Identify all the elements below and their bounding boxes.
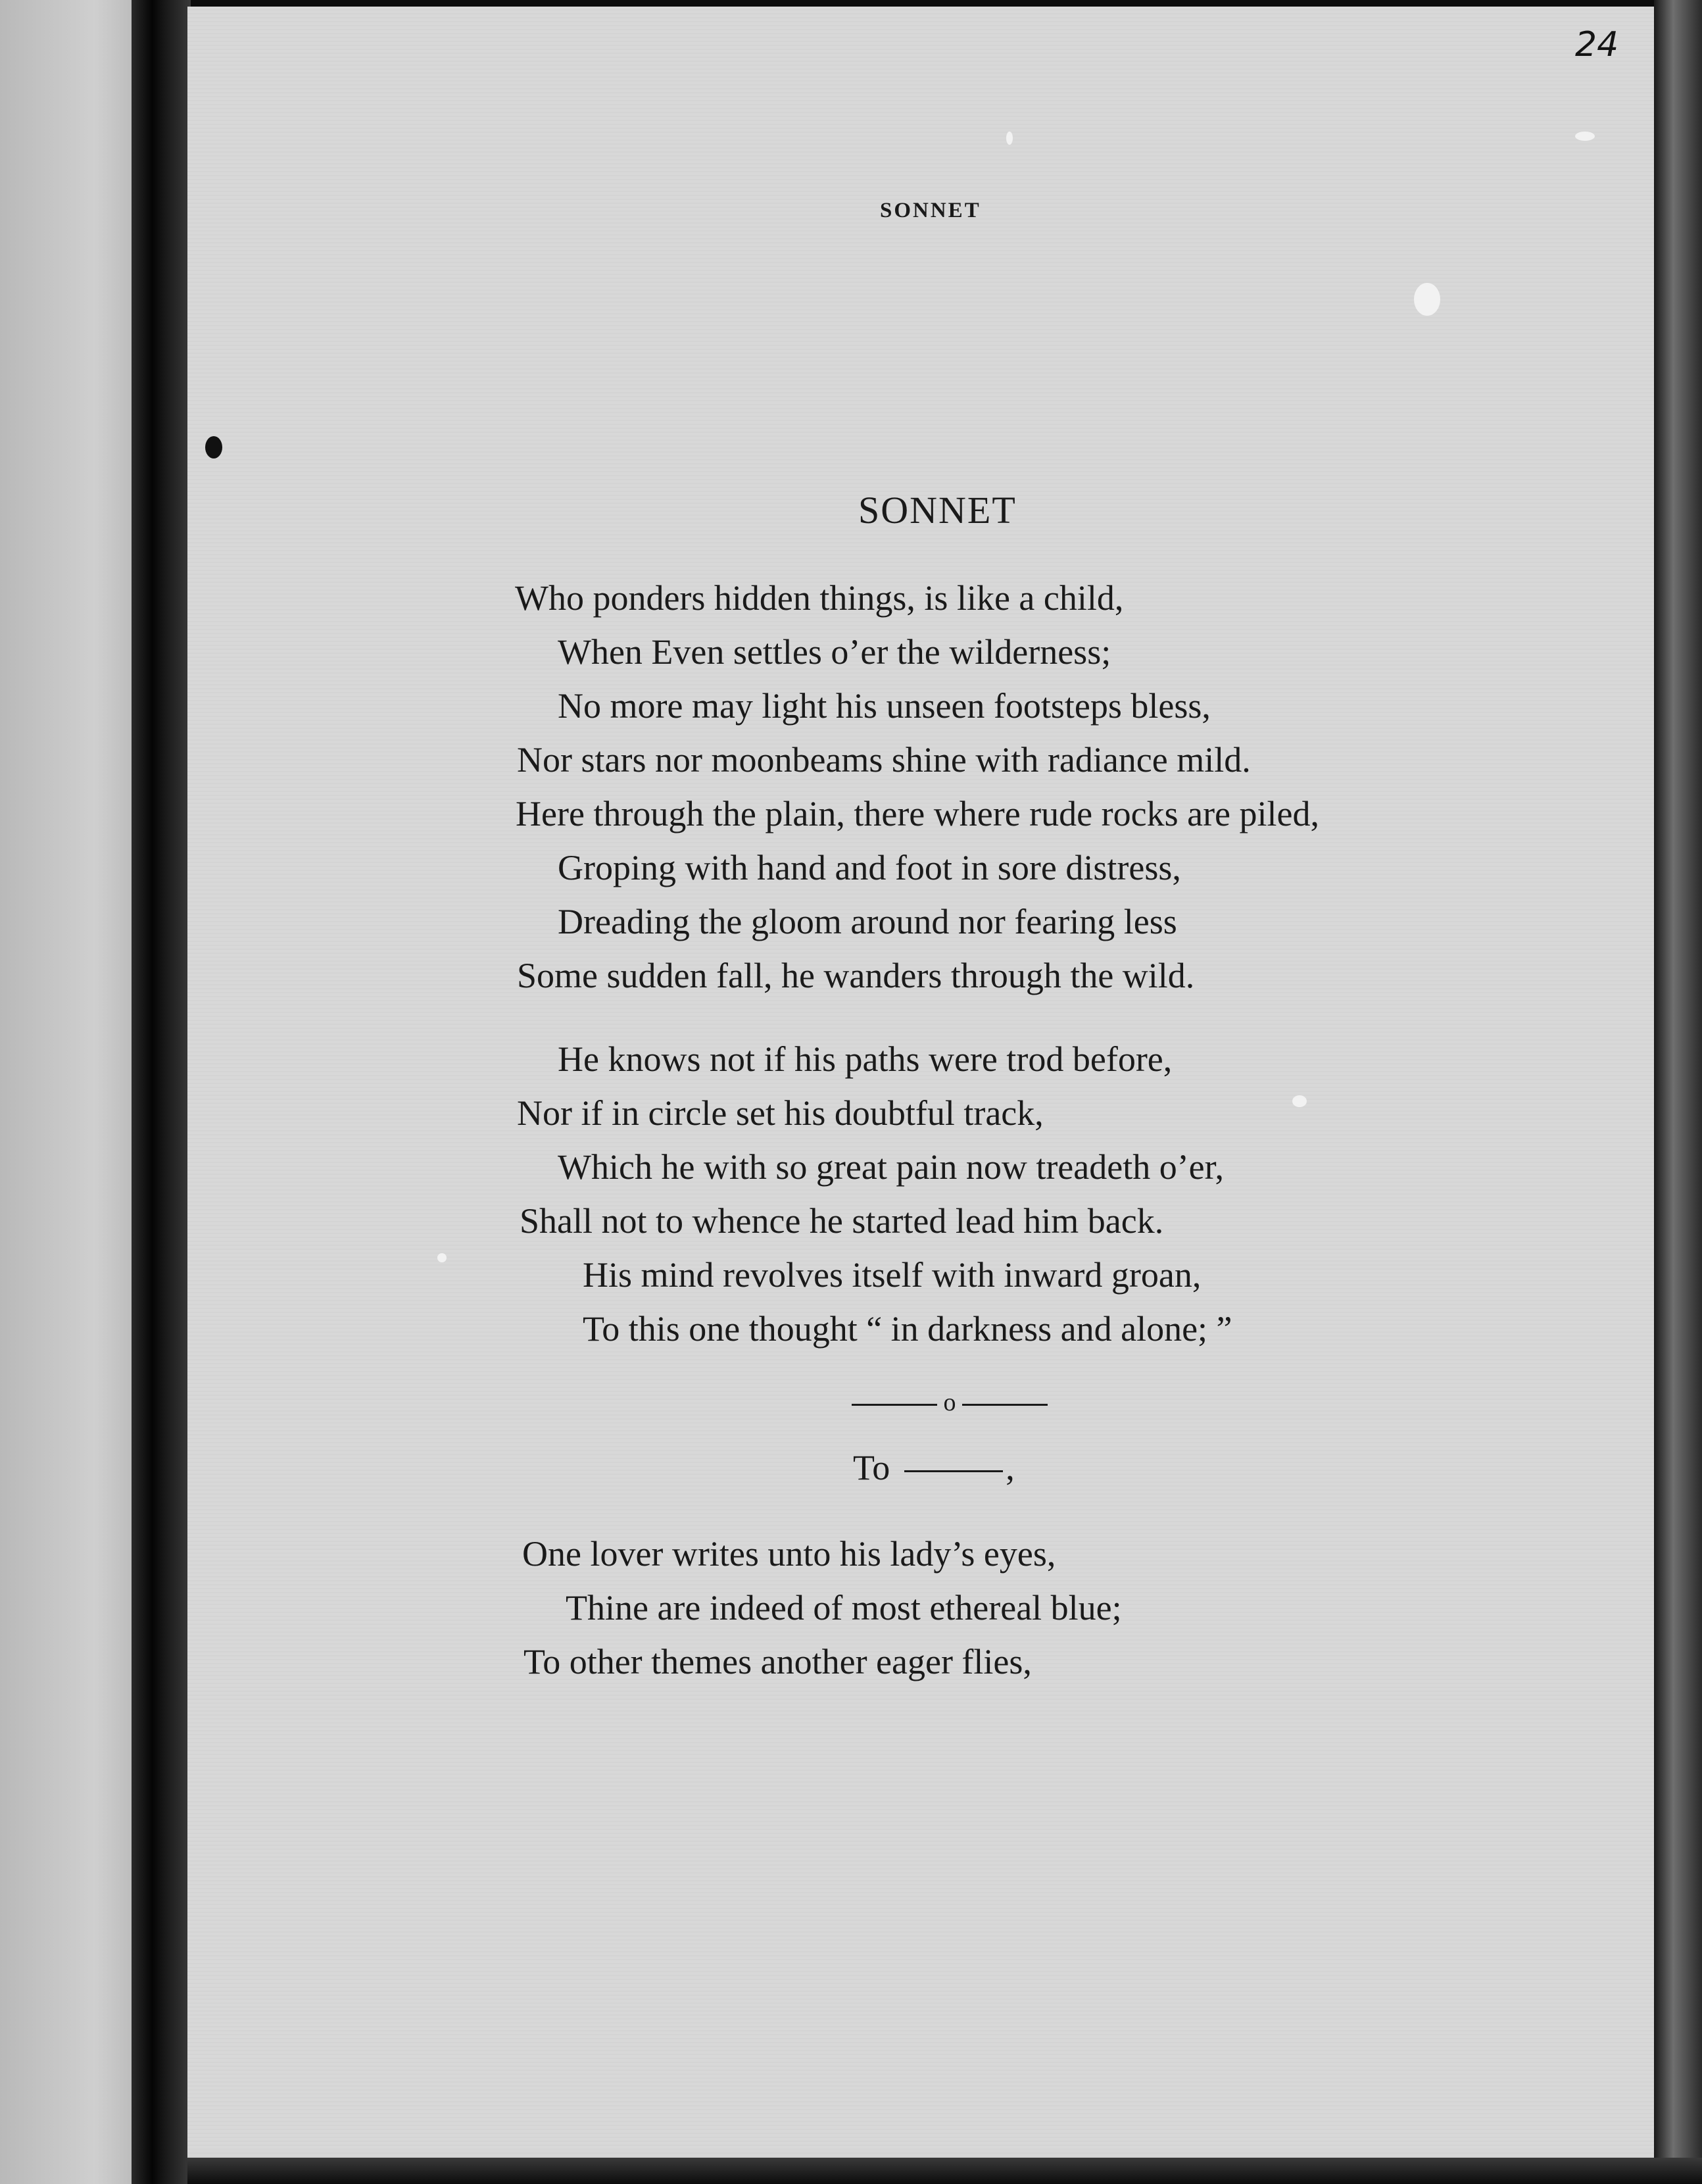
scan-speck	[1292, 1095, 1307, 1107]
handwritten-folio-number: 24	[1575, 25, 1619, 64]
verse-line: Which he with so great pain now treadeth o’er,	[558, 1147, 1224, 1187]
running-head: SONNET	[880, 199, 981, 222]
verse-line: Thine are indeed of most ethereal blue;	[566, 1588, 1122, 1627]
poem-title: SONNET	[858, 489, 1017, 532]
verse-line: He knows not if his paths were trod before,	[558, 1039, 1173, 1079]
verse-line: Here through the plain, there where rude rocks are piled,	[516, 794, 1319, 833]
ink-blot	[205, 436, 222, 459]
verse-line: One lover writes unto his lady’s eyes,	[522, 1534, 1056, 1574]
scan-speck	[1575, 132, 1595, 141]
verse-line: Who ponders hidden things, is like a child,	[515, 578, 1124, 618]
verse-line: His mind revolves itself with inward groan,	[583, 1255, 1202, 1295]
section-divider	[852, 1388, 1048, 1417]
dedication-heading	[853, 1447, 1015, 1488]
divider-rule-right	[962, 1404, 1048, 1406]
dedication-blank	[904, 1470, 1003, 1472]
verse-line: Dreading the gloom around nor fearing less	[558, 902, 1177, 941]
verse-line: Nor if in circle set his doubtful track,	[517, 1093, 1044, 1133]
verse-line: To other themes another eager flies,	[523, 1642, 1032, 1681]
book-page	[187, 7, 1654, 2158]
verse-line: Shall not to whence he started lead him back.	[520, 1201, 1164, 1241]
scan-speck	[437, 1253, 447, 1262]
dedication-comma: ,	[1006, 1448, 1015, 1487]
verse-line: Nor stars nor moonbeams shine with radiance mild.	[517, 740, 1251, 780]
page-bottom-edge	[187, 2158, 1702, 2184]
scan-speck	[1006, 132, 1013, 145]
divider-mark: o	[943, 1389, 956, 1416]
verse-line: Groping with hand and foot in sore distress,	[558, 848, 1181, 887]
scan-speck	[1414, 283, 1440, 316]
dedication-to: To	[853, 1448, 890, 1487]
verse-line: When Even settles o’er the wilderness;	[558, 632, 1111, 672]
verse-line: Some sudden fall, he wanders through the wild.	[517, 956, 1195, 995]
book-binding	[132, 0, 191, 2184]
divider-rule-left	[852, 1404, 937, 1406]
verse-line: To this one thought “ in darkness and alone; ”	[583, 1309, 1232, 1349]
page-right-edge	[1654, 0, 1702, 2184]
verse-line: No more may light his unseen footsteps bless,	[558, 686, 1211, 726]
